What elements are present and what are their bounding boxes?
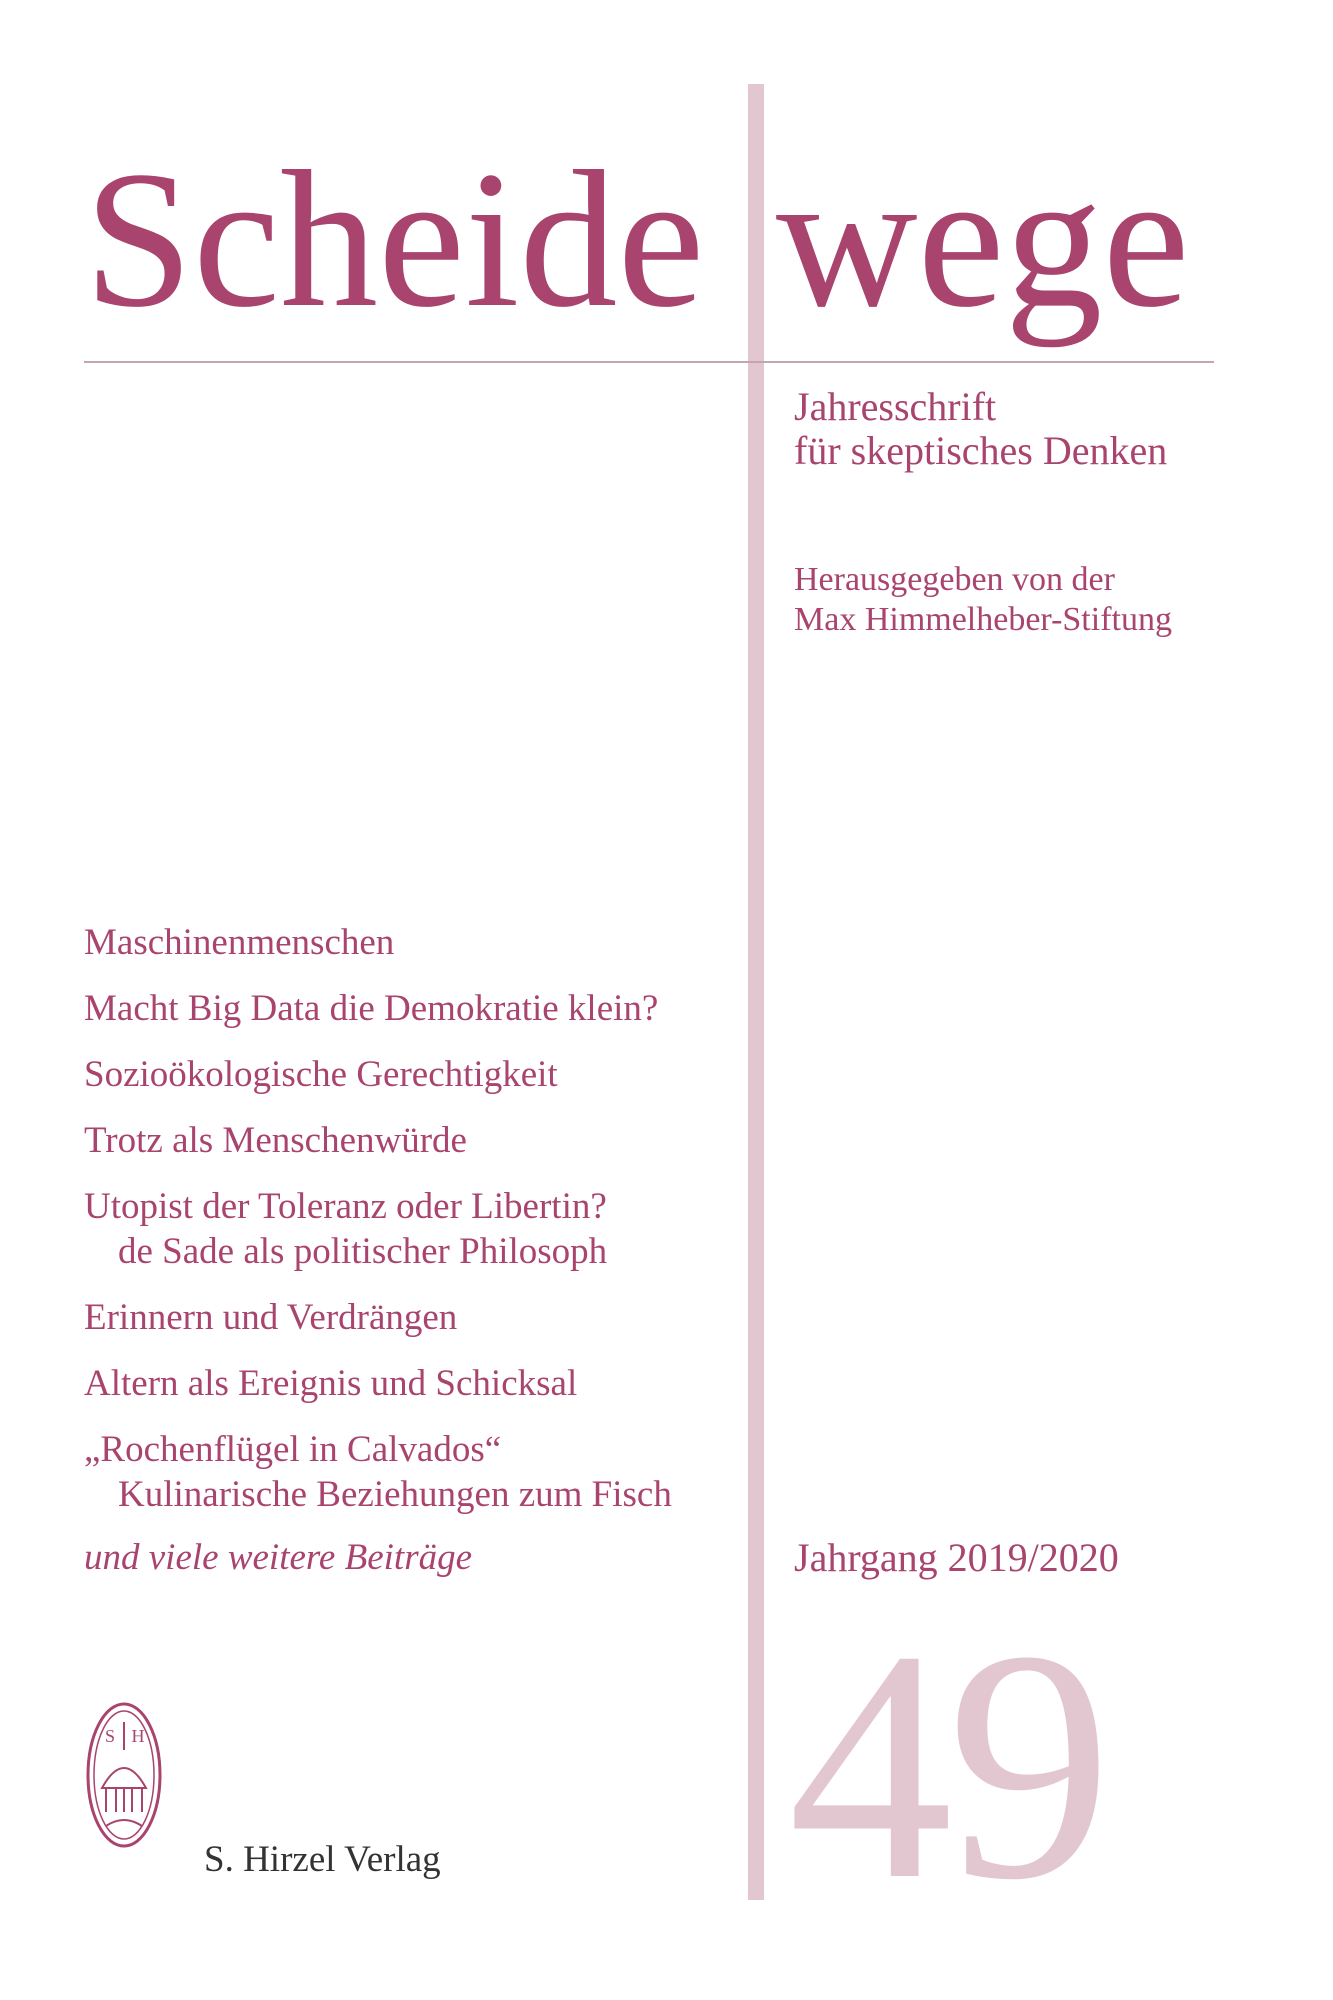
seal-letter-s: S bbox=[104, 1726, 116, 1746]
contents-item bbox=[84, 1295, 724, 1340]
seal-letter-h: H bbox=[131, 1726, 145, 1746]
contents-item bbox=[84, 1184, 724, 1274]
table-of-contents bbox=[84, 920, 724, 1538]
contents-item-title: Macht Big Data die Demokratie klein? bbox=[84, 988, 659, 1029]
title-part-1: Scheide bbox=[84, 131, 705, 348]
issue-number: 49 bbox=[788, 1583, 1106, 1948]
horizontal-rule bbox=[84, 361, 1214, 363]
contents-item bbox=[84, 920, 724, 965]
editor-note bbox=[794, 560, 1172, 640]
contents-item-title: Sozioökologische Gerechtigkeit bbox=[84, 1054, 558, 1095]
contents-item bbox=[84, 1427, 724, 1517]
subtitle-line-1: Jahresschrift bbox=[794, 384, 997, 429]
volume-year: Jahrgang 2019/2020 bbox=[794, 1535, 1119, 1580]
contents-item bbox=[84, 1118, 724, 1163]
publisher-name: S. Hirzel Verlag bbox=[204, 1839, 441, 1880]
contents-item-subtitle: Kulinarische Beziehungen zum Fisch bbox=[118, 1474, 672, 1515]
subtitle-line-2: für skeptisches Denken bbox=[794, 428, 1168, 473]
editor-line-1: Herausgegeben von der bbox=[794, 561, 1115, 598]
contents-item-title: Altern als Ereignis und Schicksal bbox=[84, 1363, 578, 1404]
subtitle bbox=[794, 385, 1167, 473]
contents-item bbox=[84, 986, 724, 1031]
more-contributions-note: und viele weitere Beiträge bbox=[84, 1537, 473, 1578]
contents-item bbox=[84, 1361, 724, 1406]
contents-item-title: Trotz als Menschenwürde bbox=[84, 1120, 467, 1161]
contents-item-title: „Rochenflügel in Calvados“ bbox=[84, 1429, 502, 1470]
title-part-2: wege bbox=[776, 131, 1190, 348]
contents-item-subtitle: de Sade als politischer Philosoph bbox=[118, 1231, 608, 1272]
vertical-rule bbox=[748, 84, 764, 1900]
editor-line-2: Max Himmelheber-Stiftung bbox=[794, 601, 1172, 638]
publisher-seal-icon bbox=[84, 1700, 164, 1850]
contents-item-title: Maschinenmenschen bbox=[84, 922, 395, 963]
contents-item bbox=[84, 1052, 724, 1097]
contents-item-title: Utopist der Toleranz oder Libertin? bbox=[84, 1186, 607, 1227]
contents-item-title: Erinnern und Verdrängen bbox=[84, 1297, 458, 1338]
